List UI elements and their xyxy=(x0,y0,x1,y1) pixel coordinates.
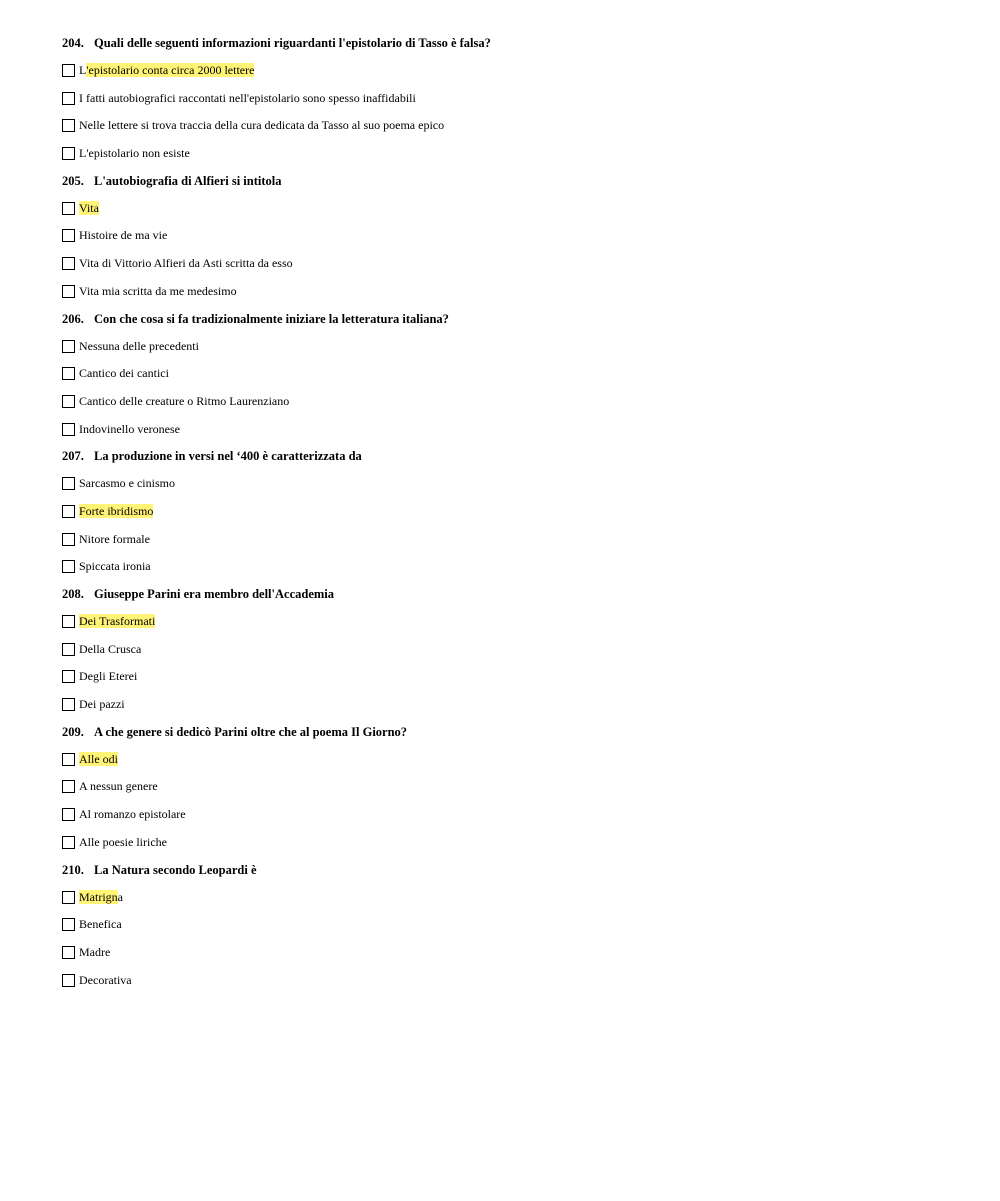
checkbox[interactable] xyxy=(62,560,75,573)
question-title xyxy=(62,586,962,603)
option-text: Nitore formale xyxy=(79,531,150,546)
answer-option[interactable] xyxy=(62,531,962,548)
option-text xyxy=(79,751,118,768)
checkbox[interactable] xyxy=(62,974,75,987)
option-text: Dei pazzi xyxy=(79,697,125,712)
answer-option[interactable] xyxy=(62,696,962,713)
option-text: Histoire de ma vie xyxy=(79,228,168,243)
answer-option[interactable] xyxy=(62,889,962,906)
question-text: Quali delle seguenti informazioni riguardanti l'epistolario di Tasso è falsa? xyxy=(94,36,491,50)
option-text xyxy=(79,503,153,520)
answer-option[interactable] xyxy=(62,145,962,162)
option-text xyxy=(79,200,99,217)
option-text: A nessun genere xyxy=(79,779,158,794)
checkbox[interactable] xyxy=(62,285,75,298)
question-text: L'autobiografia di Alfieri si intitola xyxy=(94,173,282,188)
option-text: Spiccata ironia xyxy=(79,559,151,574)
option-text: Sarcasmo e cinismo xyxy=(79,476,175,491)
checkbox[interactable] xyxy=(62,918,75,931)
checkbox[interactable] xyxy=(62,119,75,132)
option-text: Nelle lettere si trova traccia della cura dedicata da Tasso al suo poema epico xyxy=(79,118,445,133)
question-210 xyxy=(62,862,962,989)
checkbox[interactable] xyxy=(62,147,75,160)
answer-option[interactable] xyxy=(62,806,962,823)
highlighted-text: Forte ibridismo xyxy=(79,503,154,518)
question-title xyxy=(62,35,962,52)
question-209 xyxy=(62,724,962,851)
highlighted-text: Matrign xyxy=(79,889,118,904)
answer-option[interactable] xyxy=(62,778,962,795)
question-title xyxy=(62,173,962,190)
answer-option[interactable] xyxy=(62,393,962,410)
answer-option[interactable] xyxy=(62,751,962,768)
answer-option[interactable] xyxy=(62,227,962,244)
checkbox[interactable] xyxy=(62,340,75,353)
question-204 xyxy=(62,35,962,162)
highlighted-text: Dei Trasformati xyxy=(79,614,156,628)
question-text: Giuseppe Parini era membro dell'Accademia xyxy=(94,587,335,601)
option-text: I fatti autobiografici raccontati nell'epistolario sono spesso inaffidabili xyxy=(79,90,416,105)
option-text: Degli Eterei xyxy=(79,669,138,684)
answer-option[interactable] xyxy=(62,365,962,382)
checkbox[interactable] xyxy=(62,836,75,849)
question-number: 208. xyxy=(62,587,84,601)
question-title xyxy=(62,448,962,465)
answer-option[interactable] xyxy=(62,338,962,355)
question-text: La Natura secondo Leopardi è xyxy=(94,862,257,877)
checkbox[interactable] xyxy=(62,423,75,436)
answer-option[interactable] xyxy=(62,558,962,575)
answer-option[interactable] xyxy=(62,117,962,134)
question-206 xyxy=(62,311,962,438)
question-205 xyxy=(62,173,962,300)
checkbox[interactable] xyxy=(62,808,75,821)
checkbox[interactable] xyxy=(62,367,75,380)
question-number: 209. xyxy=(62,724,84,739)
answer-option[interactable] xyxy=(62,641,962,658)
checkbox[interactable] xyxy=(62,615,75,628)
answer-option[interactable] xyxy=(62,916,962,933)
option-text: Nessuna delle precedenti xyxy=(79,338,199,353)
question-title xyxy=(62,724,962,741)
answer-option[interactable] xyxy=(62,668,962,685)
question-text: Con che cosa si fa tradizionalmente iniziare la letteratura italiana? xyxy=(94,311,449,326)
question-title xyxy=(62,862,962,879)
option-text: Della Crusca xyxy=(79,641,142,656)
checkbox[interactable] xyxy=(62,395,75,408)
option-text: Benefica xyxy=(79,917,122,932)
answer-option[interactable] xyxy=(62,255,962,272)
question-208 xyxy=(62,586,962,713)
checkbox[interactable] xyxy=(62,477,75,490)
checkbox[interactable] xyxy=(62,643,75,656)
highlighted-text: Alle odi xyxy=(79,751,118,766)
checkbox[interactable] xyxy=(62,505,75,518)
checkbox[interactable] xyxy=(62,698,75,711)
answer-option[interactable] xyxy=(62,421,962,438)
quiz-page xyxy=(62,35,962,999)
checkbox[interactable] xyxy=(62,202,75,215)
checkbox[interactable] xyxy=(62,753,75,766)
question-number: 204. xyxy=(62,36,84,50)
question-number: 205. xyxy=(62,173,84,188)
option-text: Al romanzo epistolare xyxy=(79,807,186,822)
option-text: Decorativa xyxy=(79,972,132,987)
checkbox[interactable] xyxy=(62,670,75,683)
answer-option[interactable] xyxy=(62,90,962,107)
question-text: La produzione in versi nel ‘400 è caratterizzata da xyxy=(94,449,362,464)
option-text xyxy=(79,613,155,630)
answer-option[interactable] xyxy=(62,62,962,79)
question-number: 207. xyxy=(62,449,84,464)
answer-option[interactable] xyxy=(62,834,962,851)
checkbox[interactable] xyxy=(62,533,75,546)
checkbox[interactable] xyxy=(62,64,75,77)
option-text: Vita mia scritta da me medesimo xyxy=(79,283,237,298)
checkbox[interactable] xyxy=(62,891,75,904)
question-title xyxy=(62,311,962,328)
option-text: Madre xyxy=(79,944,111,959)
option-text: Matrigna xyxy=(79,889,123,904)
answer-option[interactable] xyxy=(62,503,962,520)
checkbox[interactable] xyxy=(62,92,75,105)
answer-option[interactable] xyxy=(62,944,962,961)
option-text: Indovinello veronese xyxy=(79,421,180,436)
checkbox[interactable] xyxy=(62,257,75,270)
question-207 xyxy=(62,448,962,575)
answer-option[interactable] xyxy=(62,613,962,630)
question-number: 206. xyxy=(62,311,84,326)
option-text: L'epistolario non esiste xyxy=(79,146,190,161)
checkbox[interactable] xyxy=(62,229,75,242)
highlighted-text: 'epistolario conta circa 2000 lettere xyxy=(86,63,255,77)
answer-option[interactable] xyxy=(62,200,962,217)
highlighted-text: Vita xyxy=(79,200,99,215)
answer-option[interactable] xyxy=(62,283,962,300)
checkbox[interactable] xyxy=(62,780,75,793)
question-text: A che genere si dedicò Parini oltre che al poema Il Giorno? xyxy=(94,724,408,739)
question-number: 210. xyxy=(62,862,84,877)
option-text: Cantico dei cantici xyxy=(79,366,169,381)
option-text: L'epistolario conta circa 2000 lettere xyxy=(79,63,255,77)
checkbox[interactable] xyxy=(62,946,75,959)
answer-option[interactable] xyxy=(62,475,962,492)
option-text: Vita di Vittorio Alfieri da Asti scritta da esso xyxy=(79,256,293,271)
answer-option[interactable] xyxy=(62,972,962,989)
option-text: Cantico delle creature o Ritmo Laurenziano xyxy=(79,393,290,408)
option-text: Alle poesie liriche xyxy=(79,834,167,849)
